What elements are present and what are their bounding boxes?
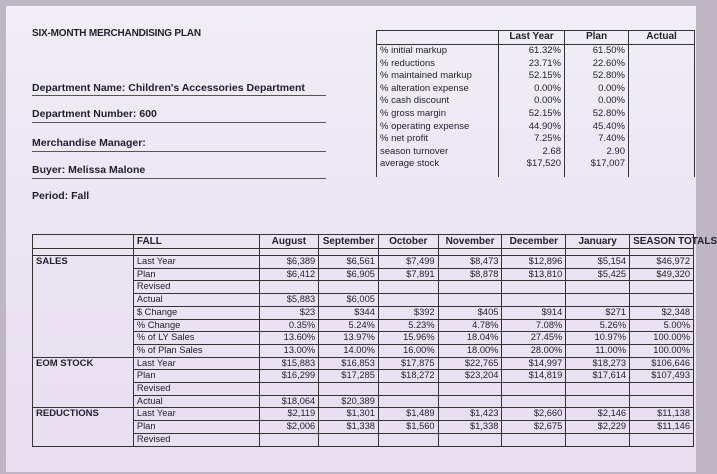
month-value-cell: $1,338	[319, 421, 379, 434]
actual-value	[629, 95, 695, 108]
month-value-cell	[566, 281, 630, 294]
spacer-cell	[502, 249, 566, 256]
spacer-cell	[377, 171, 499, 177]
row-label: Plan	[133, 268, 259, 281]
month-value-cell: $15,883	[259, 357, 319, 370]
month-value-cell: $405	[438, 306, 502, 319]
season-total-cell	[630, 395, 694, 408]
header-december: December	[502, 235, 566, 249]
actual-value	[629, 83, 695, 96]
metric-label: average stock	[377, 158, 499, 171]
month-value-cell: $6,905	[319, 268, 379, 281]
plan-value: $17,007	[565, 158, 629, 171]
month-value-cell: $7,499	[378, 256, 438, 269]
actual-value	[629, 45, 695, 58]
spacer-row	[377, 171, 695, 177]
month-value-cell: 18.00%	[438, 344, 502, 357]
month-value-cell: $14,997	[502, 357, 566, 370]
row-label: Plan	[133, 370, 259, 383]
header-blank	[33, 235, 134, 249]
row-label: Actual	[133, 395, 259, 408]
spacer-cell	[566, 249, 630, 256]
table-row	[377, 70, 695, 83]
table-row	[33, 256, 694, 269]
month-value-cell	[502, 395, 566, 408]
month-value-cell	[319, 433, 379, 446]
month-value-cell	[502, 433, 566, 446]
month-value-cell	[502, 383, 566, 396]
month-value-cell: $13,810	[502, 268, 566, 281]
month-value-cell: 10.97%	[566, 332, 630, 345]
month-value-cell	[378, 383, 438, 396]
plan-value: 22.60%	[565, 58, 629, 71]
month-value-cell: $12,896	[502, 256, 566, 269]
month-value-cell: 11.00%	[566, 344, 630, 357]
month-value-cell: $914	[502, 306, 566, 319]
month-value-cell: 13.00%	[259, 344, 319, 357]
month-value-cell: $18,272	[378, 370, 438, 383]
last-year-value: 52.15%	[499, 70, 565, 83]
last-year-value: 2.68	[499, 146, 565, 159]
plan-value: 61.50%	[565, 45, 629, 58]
month-value-cell	[438, 395, 502, 408]
last-year-value: 7.25%	[499, 133, 565, 146]
month-value-cell: 27.45%	[502, 332, 566, 345]
plan-summary-table	[376, 30, 695, 177]
season-total-cell: $106,646	[630, 357, 694, 370]
six-month-sales-table	[32, 234, 717, 447]
season-total-cell	[630, 383, 694, 396]
metric-label: % initial markup	[377, 45, 499, 58]
plan-value: 0.00%	[565, 95, 629, 108]
sales-section-label: SALES	[33, 256, 134, 358]
header-september: September	[319, 235, 379, 249]
divider-line	[32, 95, 326, 96]
season-total-cell	[630, 281, 694, 294]
row-label: Actual	[133, 294, 259, 307]
metric-label: % operating expense	[377, 121, 499, 134]
last-year-value: 0.00%	[499, 95, 565, 108]
month-value-cell: $392	[378, 306, 438, 319]
season-total-cell: $49,320	[630, 268, 694, 281]
month-value-cell: $14,819	[502, 370, 566, 383]
month-value-cell: $22,765	[438, 357, 502, 370]
season-total-cell: $46,972	[630, 256, 694, 269]
department-name: Department Name: Children's Accessories Department	[32, 82, 305, 94]
row-label: Revised	[133, 433, 259, 446]
spacer-cell	[319, 249, 379, 256]
month-value-cell	[438, 433, 502, 446]
month-value-cell	[438, 383, 502, 396]
month-value-cell: $8,473	[438, 256, 502, 269]
month-value-cell: $8,878	[438, 268, 502, 281]
month-value-cell	[438, 294, 502, 307]
merchandising-plan-sheet	[6, 6, 717, 472]
row-label: Last Year	[133, 256, 259, 269]
month-value-cell: $16,853	[319, 357, 379, 370]
month-value-cell	[319, 281, 379, 294]
metric-label: season turnover	[377, 146, 499, 159]
table-row	[377, 158, 695, 171]
divider-line	[32, 178, 326, 179]
last-year-value: 0.00%	[499, 83, 565, 96]
merchandise-manager: Merchandise Manager:	[32, 137, 146, 149]
row-label: Revised	[133, 383, 259, 396]
month-value-cell: $1,338	[438, 421, 502, 434]
row-label: Last Year	[133, 408, 259, 421]
metric-label: % alteration expense	[377, 83, 499, 96]
season-total-cell: $2,348	[630, 306, 694, 319]
month-value-cell: $2,675	[502, 421, 566, 434]
table-row	[377, 45, 695, 58]
department-number: Department Number: 600	[32, 108, 157, 120]
month-value-cell: 14.00%	[319, 344, 379, 357]
month-value-cell: $7,891	[378, 268, 438, 281]
month-value-cell	[566, 294, 630, 307]
month-value-cell: $1,560	[378, 421, 438, 434]
spacer-cell	[629, 171, 695, 177]
last-year-value: 61.32%	[499, 45, 565, 58]
month-value-cell: $1,301	[319, 408, 379, 421]
season-total-cell	[630, 294, 694, 307]
month-value-cell: 7.08%	[502, 319, 566, 332]
month-value-cell: $2,229	[566, 421, 630, 434]
month-value-cell	[502, 281, 566, 294]
row-label: Last Year	[133, 357, 259, 370]
divider-line	[32, 151, 326, 152]
row-label: Plan	[133, 421, 259, 434]
header-plan: Plan	[565, 31, 629, 45]
month-value-cell: $1,423	[438, 408, 502, 421]
header-august: August	[259, 235, 319, 249]
season-total-cell: 100.00%	[630, 332, 694, 345]
month-value-cell	[259, 383, 319, 396]
month-value-cell	[378, 294, 438, 307]
month-value-cell	[259, 281, 319, 294]
table-row	[377, 133, 695, 146]
metric-label: % cash discount	[377, 95, 499, 108]
plan-value: 52.80%	[565, 70, 629, 83]
month-value-cell: 13.97%	[319, 332, 379, 345]
month-value-cell	[378, 281, 438, 294]
month-value-cell: 28.00%	[502, 344, 566, 357]
metric-label: % reductions	[377, 58, 499, 71]
month-value-cell: $16,299	[259, 370, 319, 383]
row-label: % of LY Sales	[133, 332, 259, 345]
row-label: $ Change	[133, 306, 259, 319]
last-year-value: 23.71%	[499, 58, 565, 71]
month-value-cell: $18,064	[259, 395, 319, 408]
actual-value	[629, 146, 695, 159]
season-total-cell: $11,138	[630, 408, 694, 421]
plan-value: 0.00%	[565, 83, 629, 96]
table-row	[377, 108, 695, 121]
last-year-value: 52.15%	[499, 108, 565, 121]
plan-value: 45.40%	[565, 121, 629, 134]
month-value-cell	[566, 433, 630, 446]
month-value-cell	[566, 395, 630, 408]
row-label: % of Plan Sales	[133, 344, 259, 357]
reductions-section-label: REDUCTIONS	[33, 408, 134, 446]
season-total-cell: $107,493	[630, 370, 694, 383]
table-row	[377, 121, 695, 134]
month-value-cell: 0.35%	[259, 319, 319, 332]
month-value-cell: $5,154	[566, 256, 630, 269]
month-value-cell: $23,204	[438, 370, 502, 383]
month-value-cell: $20,389	[319, 395, 379, 408]
month-value-cell: $2,119	[259, 408, 319, 421]
table-row	[377, 146, 695, 159]
month-value-cell: $6,005	[319, 294, 379, 307]
month-value-cell: 5.23%	[378, 319, 438, 332]
actual-value	[629, 121, 695, 134]
month-value-cell: 5.24%	[319, 319, 379, 332]
table-row	[33, 408, 694, 421]
buyer-name: Buyer: Melissa Malone	[32, 164, 146, 176]
month-value-cell: $5,425	[566, 268, 630, 281]
month-value-cell: $17,614	[566, 370, 630, 383]
season-total-cell: 5.00%	[630, 319, 694, 332]
spacer-cell	[630, 249, 694, 256]
header-october: October	[378, 235, 438, 249]
row-label: Revised	[133, 281, 259, 294]
month-value-cell	[378, 395, 438, 408]
month-value-cell: $5,883	[259, 294, 319, 307]
metric-label: % maintained markup	[377, 70, 499, 83]
eom-stock-section-label: EOM STOCK	[33, 357, 134, 408]
month-value-cell: 16.00%	[378, 344, 438, 357]
month-value-cell: $271	[566, 306, 630, 319]
table-row	[377, 95, 695, 108]
header-last-year: Last Year	[499, 31, 565, 45]
actual-value	[629, 58, 695, 71]
table-row	[377, 83, 695, 96]
month-value-cell	[319, 383, 379, 396]
month-value-cell: $2,660	[502, 408, 566, 421]
header-november: November	[438, 235, 502, 249]
actual-value	[629, 158, 695, 171]
last-year-value: 44.90%	[499, 121, 565, 134]
actual-value	[629, 108, 695, 121]
spacer-cell	[33, 249, 134, 256]
month-value-cell: $17,875	[378, 357, 438, 370]
last-year-value: $17,520	[499, 158, 565, 171]
month-value-cell: 15.96%	[378, 332, 438, 345]
month-value-cell: 5.26%	[566, 319, 630, 332]
period: Period: Fall	[32, 190, 90, 202]
season-total-cell: $11,146	[630, 421, 694, 434]
spacer-cell	[499, 171, 565, 177]
month-value-cell: $17,285	[319, 370, 379, 383]
month-value-cell	[566, 383, 630, 396]
month-value-cell	[502, 294, 566, 307]
month-value-cell	[378, 433, 438, 446]
header-actual: Actual	[629, 31, 695, 45]
month-value-cell: $18,273	[566, 357, 630, 370]
spacer-cell	[133, 249, 259, 256]
spacer-row	[33, 249, 694, 256]
header-blank	[377, 31, 499, 45]
plan-value: 2.90	[565, 146, 629, 159]
month-value-cell: $1,489	[378, 408, 438, 421]
row-label: % Change	[133, 319, 259, 332]
table-row	[33, 357, 694, 370]
month-value-cell: $6,561	[319, 256, 379, 269]
month-value-cell	[259, 433, 319, 446]
spacer-cell	[259, 249, 319, 256]
season-total-cell: 100.00%	[630, 344, 694, 357]
month-value-cell: $344	[319, 306, 379, 319]
month-value-cell: 4.78%	[438, 319, 502, 332]
month-value-cell: $6,412	[259, 268, 319, 281]
divider-line	[32, 122, 326, 123]
plan-value: 52.80%	[565, 108, 629, 121]
month-value-cell	[438, 281, 502, 294]
page-title: SIX-MONTH MERCHANDISING PLAN	[32, 28, 201, 39]
actual-value	[629, 70, 695, 83]
metric-label: % net profit	[377, 133, 499, 146]
table-row	[377, 58, 695, 71]
metric-label: % gross margin	[377, 108, 499, 121]
actual-value	[629, 133, 695, 146]
spacer-cell	[378, 249, 438, 256]
plan-value: 7.40%	[565, 133, 629, 146]
month-value-cell: 13.60%	[259, 332, 319, 345]
header-season-totals: SEASON TOTALS	[630, 235, 694, 249]
month-value-cell: $23	[259, 306, 319, 319]
month-value-cell: $2,006	[259, 421, 319, 434]
spacer-cell	[565, 171, 629, 177]
header-fall: FALL	[133, 235, 259, 249]
month-value-cell: 18.04%	[438, 332, 502, 345]
season-total-cell	[630, 433, 694, 446]
spacer-cell	[438, 249, 502, 256]
month-value-cell: $2,146	[566, 408, 630, 421]
header-january: January	[566, 235, 630, 249]
month-value-cell: $6,389	[259, 256, 319, 269]
